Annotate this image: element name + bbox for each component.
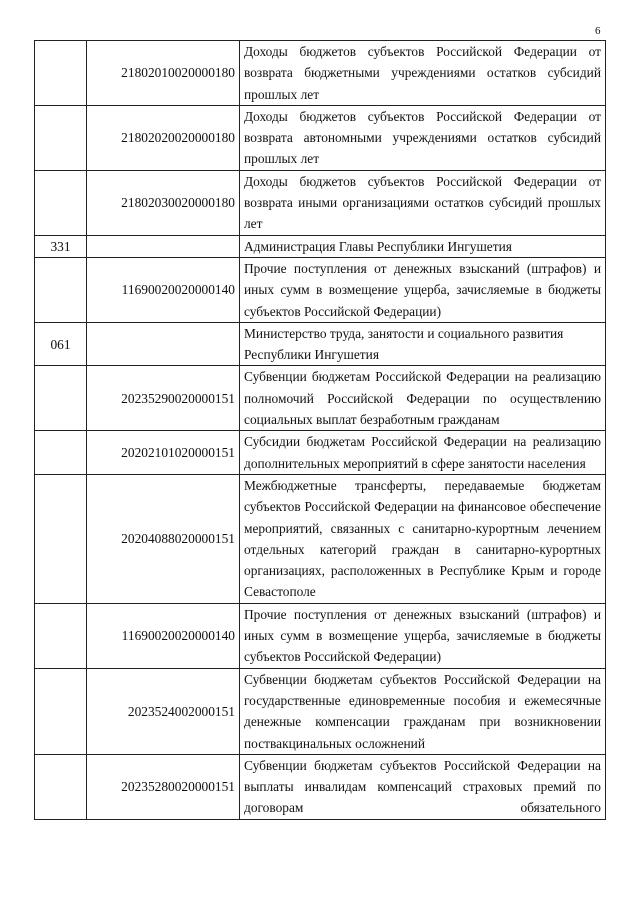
admin-code-cell <box>35 366 87 431</box>
table-body <box>35 41 606 820</box>
admin-code-cell <box>35 105 87 170</box>
revenue-name-cell: Субвенции бюджетам Российской Федерации на реализацию полномочий Российской Федерации по осуществлению социальных выплат безработным гражданам <box>240 366 606 431</box>
budget-code-cell: 21802020020000180 <box>87 105 240 170</box>
table-row <box>35 257 606 322</box>
table-row <box>35 754 606 819</box>
table-row <box>35 431 606 475</box>
budget-code-cell <box>87 322 240 366</box>
budget-code-cell: 21802030020000180 <box>87 170 240 235</box>
admin-code-cell <box>35 474 87 603</box>
budget-code-cell: 11690020020000140 <box>87 257 240 322</box>
budget-code-cell: 20202101020000151 <box>87 431 240 475</box>
budget-code-cell: 21802010020000180 <box>87 41 240 106</box>
budget-code-cell: 20235280020000151 <box>87 754 240 819</box>
admin-code-cell <box>35 668 87 754</box>
budget-code-cell: 2023524002000151 <box>87 668 240 754</box>
revenue-name-cell: Доходы бюджетов субъектов Российской Федерации от возврата иными организациями остатков субсидий прошлых лет <box>240 170 606 235</box>
table-row <box>35 322 606 366</box>
table-row <box>35 41 606 106</box>
revenue-codes-table <box>34 40 606 820</box>
admin-code-cell <box>35 431 87 475</box>
revenue-name-cell: Администрация Главы Республики Ингушетия <box>240 235 606 257</box>
table-row <box>35 668 606 754</box>
admin-code-cell <box>35 754 87 819</box>
revenue-name-cell: Субвенции бюджетам субъектов Российской Федерации на выплаты инвалидам компенсаций страховых премий по договорам обязательного <box>240 754 606 819</box>
revenue-name-cell: Межбюджетные трансферты, передаваемые бюджетам субъектов Российской Федерации на финансовое обеспечение мероприятий, связанных с санитарно-курортным лечением отдельных категорий граждан в санитарно-курортных организациях, расположенных в Республике Крым и городе Севастополе <box>240 474 606 603</box>
revenue-name-cell: Субвенции бюджетам субъектов Российской Федерации на государственные единовременные пособия и ежемесячные денежные компенсации гражданам при возникновении поствакцинальных осложнений <box>240 668 606 754</box>
budget-code-cell: 20235290020000151 <box>87 366 240 431</box>
admin-code-cell: 061 <box>35 322 87 366</box>
table-row <box>35 105 606 170</box>
admin-code-cell <box>35 257 87 322</box>
revenue-name-cell: Прочие поступления от денежных взысканий (штрафов) и иных сумм в возмещение ущерба, зачисляемые в бюджеты субъектов Российской Федерации) <box>240 603 606 668</box>
budget-code-cell <box>87 235 240 257</box>
admin-code-cell <box>35 603 87 668</box>
admin-code-cell <box>35 170 87 235</box>
budget-code-cell: 11690020020000140 <box>87 603 240 668</box>
revenue-name-cell: Министерство труда, занятости и социального развития Республики Ингушетия <box>240 322 606 366</box>
page-number: 6 <box>595 25 601 37</box>
revenue-name-cell: Прочие поступления от денежных взысканий (штрафов) и иных сумм в возмещение ущерба, зачисляемые в бюджеты субъектов Российской Федерации) <box>240 257 606 322</box>
table-row <box>35 366 606 431</box>
revenue-name-cell: Доходы бюджетов субъектов Российской Федерации от возврата бюджетными учреждениями остатков субсидий прошлых лет <box>240 41 606 106</box>
table-row <box>35 235 606 257</box>
admin-code-cell: 331 <box>35 235 87 257</box>
table-row <box>35 603 606 668</box>
budget-code-cell: 20204088020000151 <box>87 474 240 603</box>
admin-code-cell <box>35 41 87 106</box>
table-row <box>35 170 606 235</box>
revenue-name-cell: Субсидии бюджетам Российской Федерации на реализацию дополнительных мероприятий в сфере занятости населения <box>240 431 606 475</box>
table-row <box>35 474 606 603</box>
revenue-name-cell: Доходы бюджетов субъектов Российской Федерации от возврата автономными учреждениями остатков субсидий прошлых лет <box>240 105 606 170</box>
